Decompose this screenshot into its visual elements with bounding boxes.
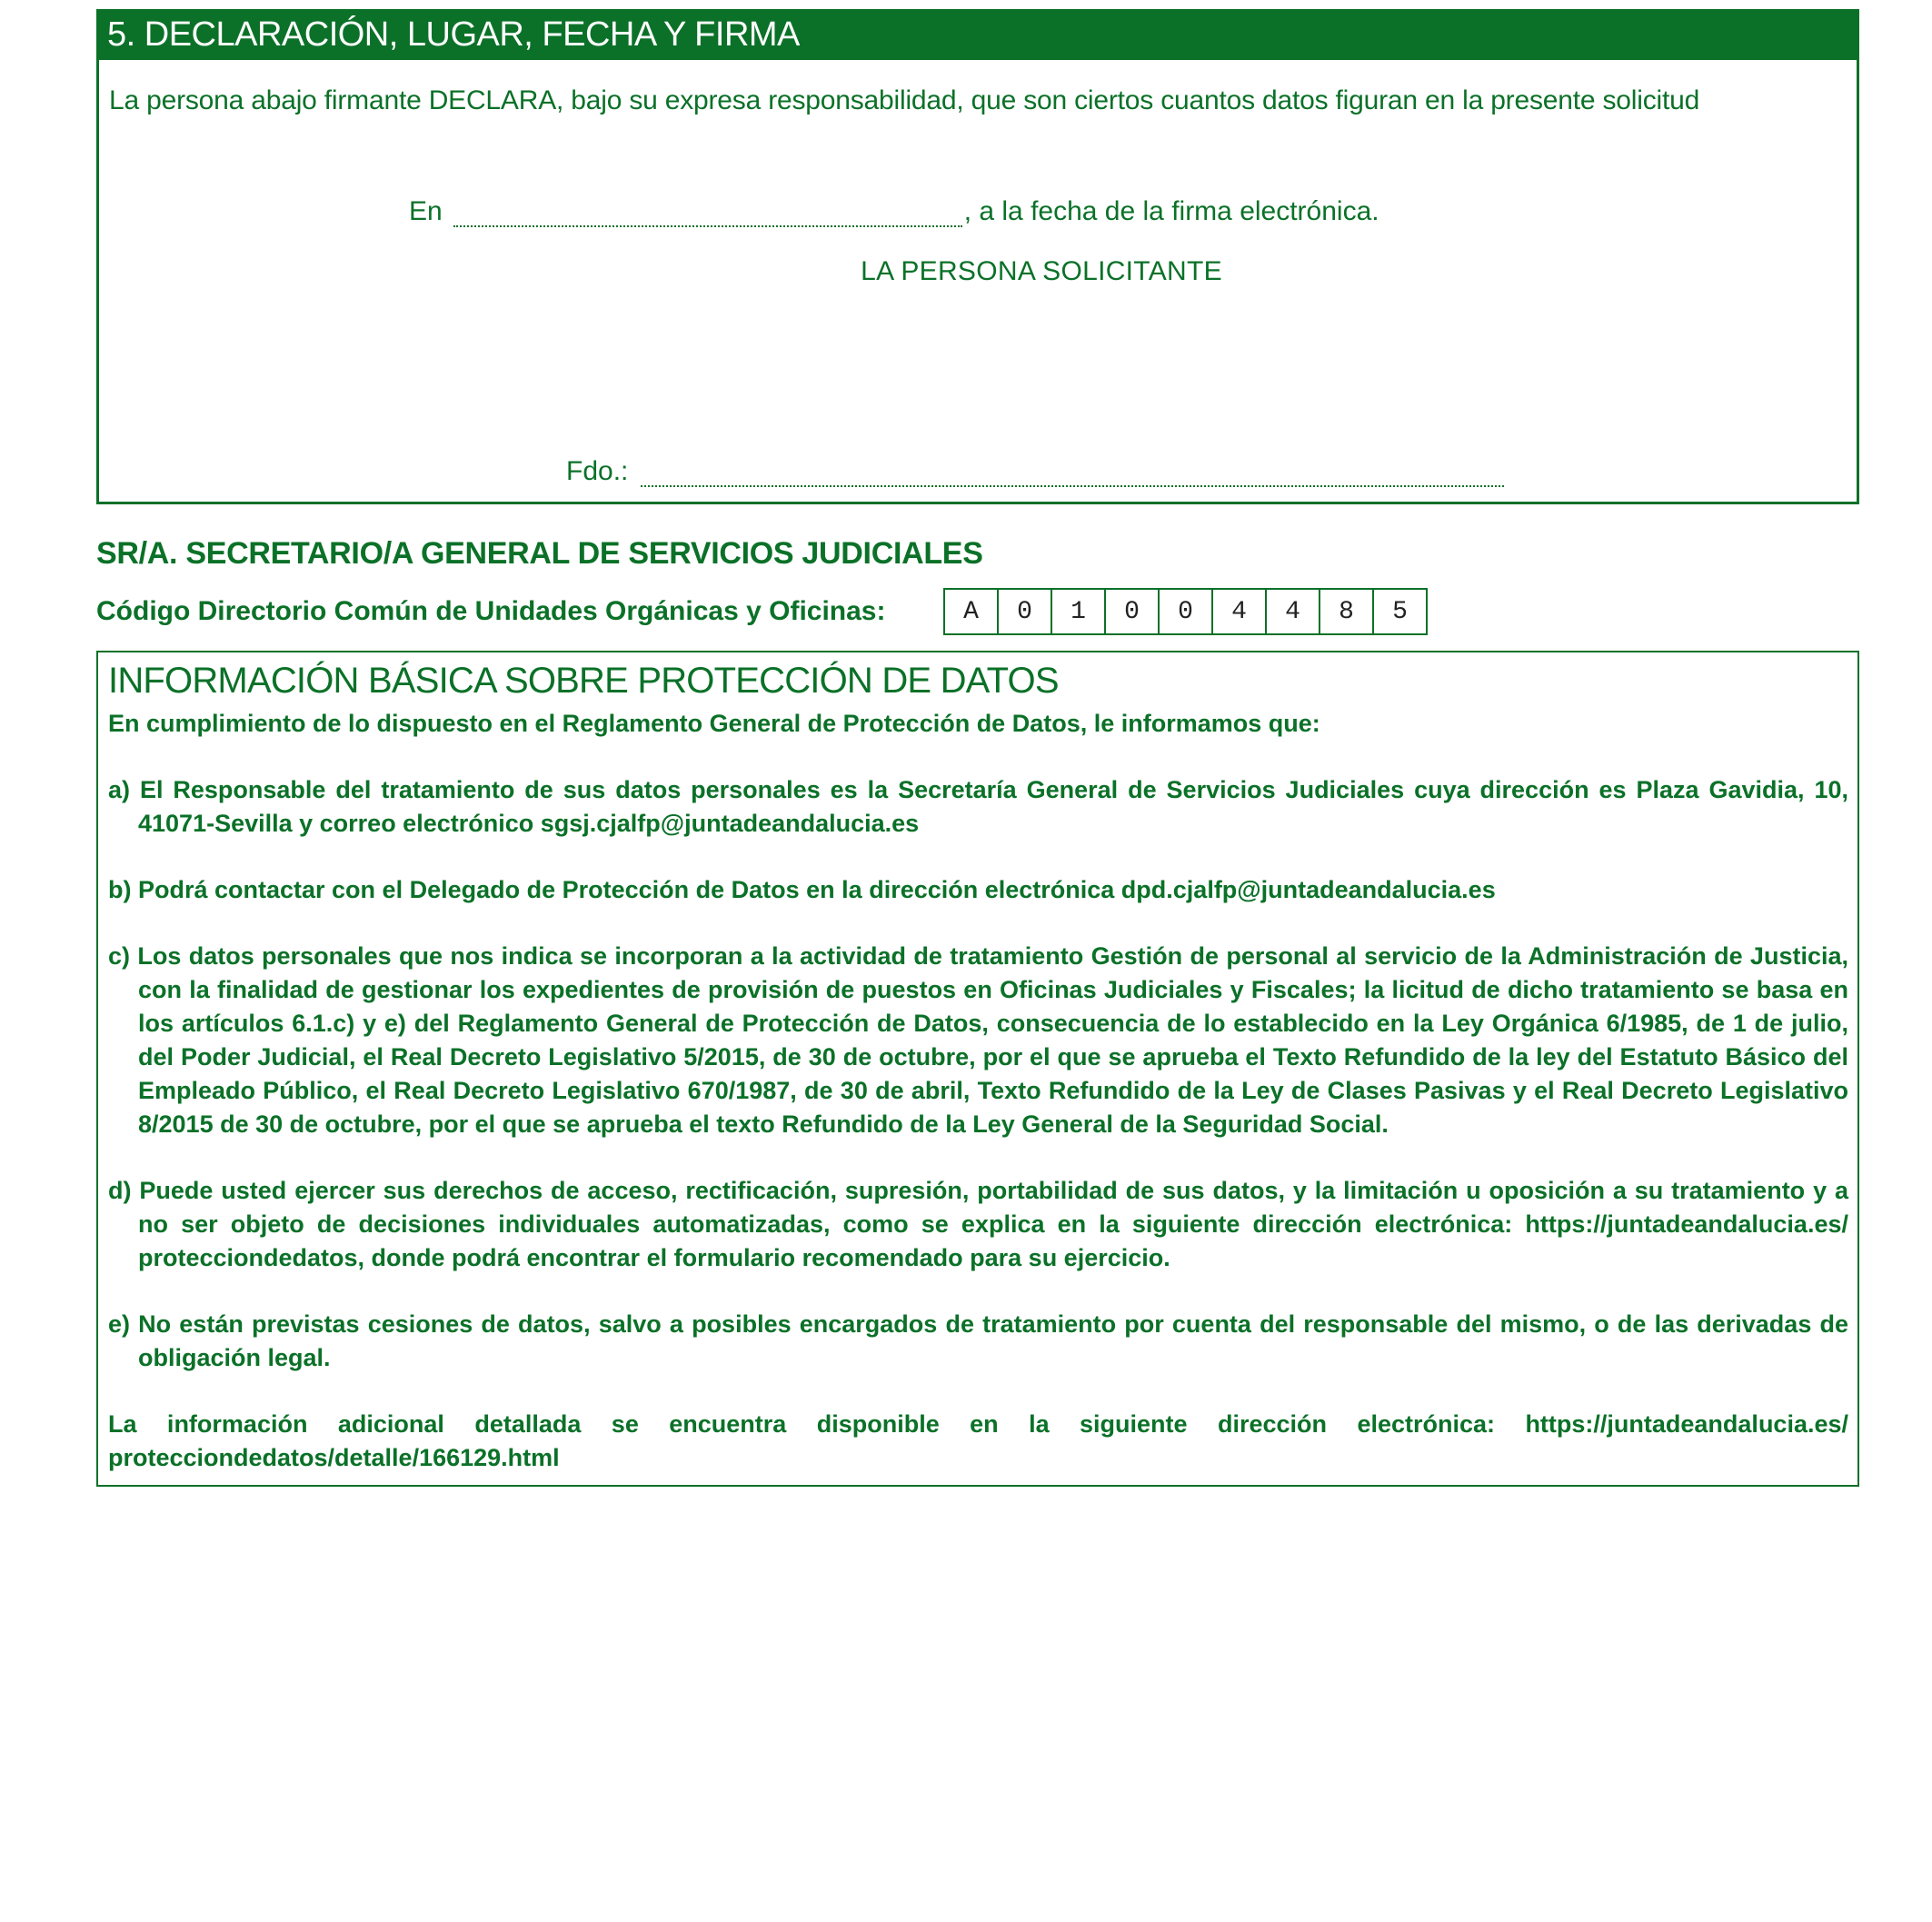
code-char: 0: [1160, 590, 1213, 633]
section-header: 5. DECLARACIÓN, LUGAR, FECHA Y FIRMA: [96, 9, 1859, 60]
code-char: 5: [1392, 597, 1408, 626]
signer-label: LA PERSONA SOLICITANTE: [861, 256, 1222, 286]
section-body: [96, 60, 1859, 504]
code-char: 8: [1320, 590, 1374, 633]
section-declaration: [96, 9, 1859, 504]
dir3-code-row: [96, 587, 1428, 636]
signature-line: [566, 456, 1504, 487]
place-field[interactable]: [453, 196, 962, 227]
data-protection-additional: La información adicional detallada se encuentra disponible en la siguiente dirección electrónica: https://juntadeandalucia.es/ protecciondedatos/detalle/166129.html: [108, 1410, 1848, 1471]
data-protection-item: a) El Responsable del tratamiento de sus datos personales es la Secretaría General de Servicios Judiciales cuya dirección es Plaza Gavidia, 10, 41071-Sevilla y correo electrónico sgsj.cjalfp@juntadeandalucia.es: [108, 776, 1848, 837]
form-page: [96, 9, 1859, 1471]
declaration-text: La persona abajo firmante DECLARA, bajo su expresa responsabilidad, que son ciertos cuantos datos figuran en la presente solicitud: [109, 85, 1700, 115]
code-char: 0: [999, 590, 1052, 633]
code-char: 1: [1052, 590, 1106, 633]
code-char: 4: [1213, 590, 1267, 633]
recipient-title: SR/A. SECRETARIO/A GENERAL DE SERVICIOS JUDICIALES: [96, 536, 983, 571]
code-char: 0: [1106, 590, 1160, 633]
code-char: 4: [1267, 590, 1320, 633]
signature-field[interactable]: [641, 456, 1504, 487]
data-protection-item: e) No están previstas cesiones de datos, salvo a posibles encargados de tratamiento por cuenta del responsable del mismo, o de las derivadas de obligación legal.: [108, 1310, 1848, 1371]
data-protection-title: INFORMACIÓN BÁSICA SOBRE PROTECCIÓN DE DATOS: [108, 661, 1059, 701]
data-protection-intro: En cumplimiento de lo dispuesto en el Reglamento General de Protección de Datos, le informamos que:: [108, 710, 1320, 737]
data-protection-box: [96, 651, 1859, 1487]
data-protection-item: d) Puede usted ejercer sus derechos de acceso, rectificación, supresión, portabilidad de sus datos, y la limitación u oposición a su tratamiento y a no ser objeto de decisiones individuales automatizadas, como se explica en la siguiente dirección electrónica: https://juntadeandalucia.es/ protecciondedatos, donde podrá encontrar el formulario recomendado para su ejercicio.: [108, 1177, 1848, 1271]
place-date-line: [409, 196, 1379, 227]
place-label: En: [409, 196, 443, 226]
dir3-code-boxes: [943, 588, 1428, 635]
dir3-code-label: Código Directorio Común de Unidades Orgánicas y Oficinas:: [96, 596, 886, 626]
signature-label: Fdo.:: [566, 456, 629, 486]
date-suffix: , a la fecha de la firma electrónica.: [963, 196, 1379, 226]
data-protection-item: b) Podrá contactar con el Delegado de Protección de Datos en la dirección electrónica dpd.cjalfp@juntadeandalucia.es: [108, 876, 1496, 903]
data-protection-item: c) Los datos personales que nos indica se incorporan a la actividad de tratamiento Gestión de personal al servicio de la Administración de Justicia, con la finalidad de gestionar los expedientes de provisión de puestos en Oficinas Judiciales y Fiscales; la licitud de dicho tratamiento se basa en los artículos 6.1.c) y e) del Reglamento General de Protección de Datos, consecuencia de lo establecido en la Ley Orgánica 6/1985, de 1 de julio, del Poder Judicial, el Real Decreto Legislativo 5/2015, de 30 de octubre, por el que se aprueba el Texto Refundido de la ley del Estatuto Básico del Empleado Público, el Real Decreto Legislativo 670/1987, de 30 de abril, Texto Refundido de la Ley de Clases Pasivas y el Real Decreto Legislativo 8/2015 de 30 de octubre, por el que se aprueba el texto Refundido de la Ley General de la Seguridad Social.: [108, 942, 1848, 1138]
code-char: A: [945, 590, 999, 633]
